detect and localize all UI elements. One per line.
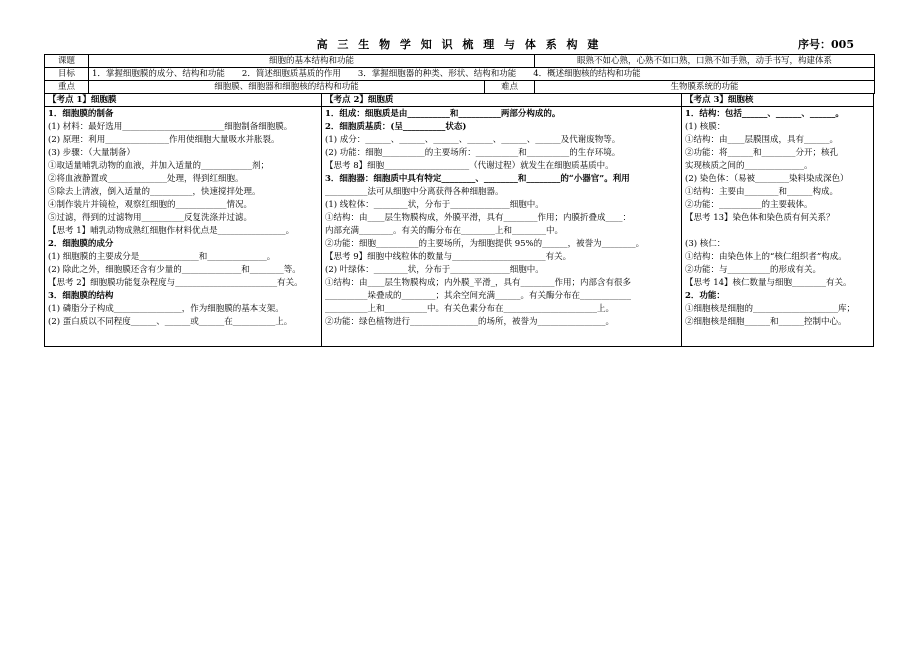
text-line: 【思考 1】哺乳动物成熟红细胞作材料优点是________________。 [48,226,295,236]
key-row [45,81,875,94]
column-heading: 【考点 2】细胞质 [322,94,681,107]
text-line: ④制作装片并镜检，观察红细胞的____________情况。 [48,200,253,210]
text-line: ②功能：与__________的形成有关。 [685,265,822,275]
text-line: (1) 材料：最好选用________________________细胞制备细胞膜。 [48,122,293,132]
text-line: ⑤除去上清液，倒入适量的__________，快速搅拌处理。 [48,187,261,197]
text-line: 【思考 13】染色体和染色质有何关系？ [685,213,835,223]
column-lines [48,108,318,329]
text-line: ①结构：由____层生物膜构成，外膜平滑，具有________作用；内膜折叠成____： [325,213,632,223]
text-line: 3．细胞器：细胞质中具有特定________、________和________的“小器官”。利用 [325,174,630,184]
column-lines [325,108,678,329]
text-line: (1) 线粒体：________状，分布于______________细胞中。 [325,200,544,210]
column-heading: 【考点 1】细胞膜 [45,94,321,107]
text-line: __________法可从细胞中分离获得各种细胞器。 [325,187,504,197]
text-line: __________上和__________中。有关色素分布在______________________上。 [325,304,615,314]
text-line: 内部充满________。有关的酶分布在________上和________中。 [325,226,564,236]
text-line: (1) 核膜： [685,122,726,132]
text-line: 1．细胞膜的制备 [48,109,114,119]
title-row [44,36,874,54]
text-line: (3) 步骤：（大量制备） [48,148,135,158]
goal-value: 1．掌握细胞膜的成分、结构和功能 2．简述细胞质基质的作用 3．掌握细胞器的种类、形状、结构和功能 4．概述细胞核的结构和功能 [89,68,875,81]
text-line: (2) 功能：细胞__________的主要场所：__________和__________的生存环境。 [325,148,621,158]
goal-row [45,68,875,81]
text-line: 2．细胞膜的成分 [48,239,114,249]
difficult-label: 难点 [485,81,535,94]
column-cell-membrane [45,94,321,346]
text-line: (2) 原理：利用_______________作用使细胞大量吸水并胀裂。 [48,135,280,145]
text-line: ②将血液静置或______________处理，得到红细胞。 [48,174,244,184]
text-line: ②功能：将______和________分开；核孔 [685,148,839,158]
text-line: ①细胞核是细胞的____________________库； [685,304,856,314]
text-line: ⑤过滤，得到的过滤物用__________反复洗涤并过滤。 [48,213,253,223]
goal-label: 目标 [45,68,89,81]
serial-number: 序号：005 [798,38,854,51]
text-line: ①取适量哺乳动物的血液，并加入适量的____________剂； [48,161,270,171]
text-line: 【思考 9】细胞中线粒体的数量与______________________有关。 [325,252,572,262]
study-sheet [44,36,874,347]
key-value: 细胞膜、细胞器和细胞核的结构和功能 [89,81,485,94]
content-columns [44,94,874,347]
text-line: (2) 蛋白质以不同程度______、______或______在__________上。 [48,317,293,327]
text-line: ①结构：由染色体上的“核仁组织者”构成。 [685,252,847,262]
text-line: (3) 核仁： [685,239,726,249]
text-line: 实现核质之间的______________。 [685,161,813,171]
text-line: 1．组成：细胞质是由__________和__________两部分构成的。 [325,109,561,119]
topic-label: 课题 [45,55,89,68]
column-lines [685,108,870,329]
text-line: (1) 细胞膜的主要成分是______________和______________。 [48,252,276,262]
text-line: ②细胞核是细胞______和______控制中心。 [685,317,847,327]
text-line: ②功能：细胞__________的主要场所，为细胞提供 95%的______，被誉为________。 [325,239,645,249]
text-line [685,225,870,238]
text-line: 3．细胞膜的结构 [48,291,114,301]
column-heading: 【考点 3】细胞核 [682,94,873,107]
text-line: (1) 磷脂分子构成________________，作为细胞膜的基本支架。 [48,304,284,314]
text-line: ①结构：主要由________和______构成。 [685,187,839,197]
text-line: (2) 除此之外，细胞膜还含有少量的______________和________等。 [48,265,301,275]
text-line: 2．细胞质基质：(呈__________状态) [325,122,467,132]
text-line: 2．功能： [685,291,725,301]
text-line: 【思考 8】细胞____________________（代谢过程）就发生在细胞质基质中。 [325,161,614,171]
text-line: 【思考 14】核仁数量与细胞________有关。 [685,278,852,288]
text-line: __________垛叠成的________；其余空间充满______。有关酶分布在____________ [325,291,632,301]
text-line: ①结构：由____层膜围成，具有______。 [685,135,839,145]
text-line: ②功能：__________的主要载体。 [685,200,813,210]
difficult-value: 生物膜系统的功能 [535,81,875,94]
topic-row [45,55,875,68]
text-line: (1) 成分：______、______、______、______、______、______及代谢废物等。 [325,135,621,145]
column-nucleus [681,94,873,346]
motto-text: 眼熟不如心熟，心熟不如口熟，口熟不如手熟，动手书写，构建体系 [535,55,875,68]
column-cytoplasm [321,94,681,346]
text-line: (2) 染色体：（易被________染料染成深色） [685,174,849,184]
key-label: 重点 [45,81,89,94]
meta-table [44,54,875,94]
text-line: ②功能：绿色植物进行________________的场所，被誉为________________。 [325,317,615,327]
sheet-title: 高 三 生 物 学 知 识 梳 理 与 体 系 构 建 [316,38,602,51]
text-line: 【思考 2】细胞膜功能复杂程度与________________________有关。 [48,278,303,288]
text-line: ①结构：由____层生物膜构成；内外膜_平滑_，具有________作用；内部含有很多 [325,278,632,288]
topic-value: 细胞的基本结构和功能 [89,55,535,68]
text-line: 1．结构：包括______、______、______。 [685,109,844,119]
text-line: (2) 叶绿体：________状，分布于______________细胞中。 [325,265,544,275]
